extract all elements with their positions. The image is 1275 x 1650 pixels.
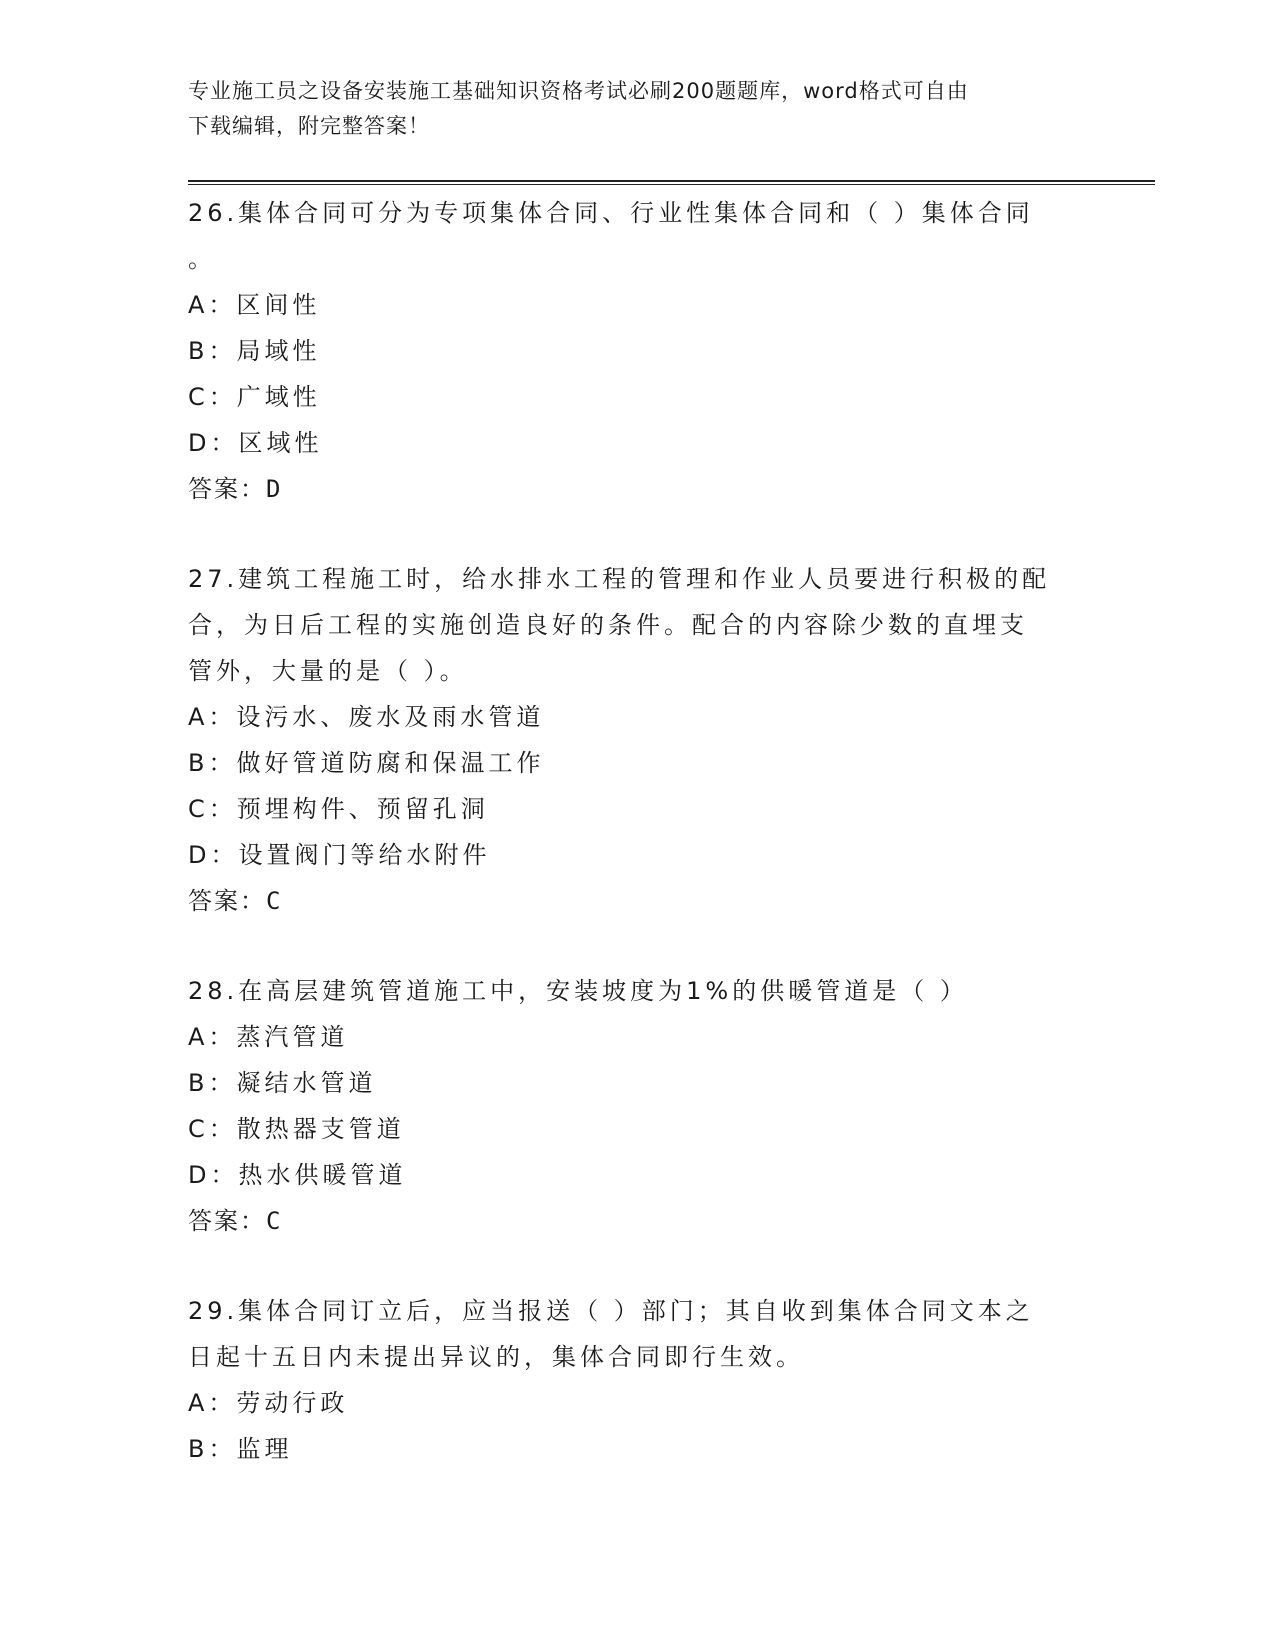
question-text-line: 28.在高层建筑管道施工中，安装坡度为1%的供暖管道是（ ）: [188, 977, 968, 1005]
question-29: [188, 1288, 1088, 1472]
question-28: [188, 968, 1088, 1244]
option-d: D：热水供暖管道: [188, 1161, 407, 1189]
question-list: [188, 190, 1088, 1472]
option-d: D：区域性: [188, 429, 323, 457]
option-b: B：局域性: [188, 337, 321, 365]
answer-value: C: [266, 887, 282, 915]
answer-label: 答案：: [188, 1207, 266, 1235]
question-text-line: 26.集体合同可分为专项集体合同、行业性集体合同和（ ）集体合同: [188, 199, 1034, 227]
question-text-line: 27.建筑工程施工时，给水排水工程的管理和作业人员要进行积极的配: [188, 565, 1051, 593]
option-a: A：蒸汽管道: [188, 1023, 349, 1051]
option-b: B：监理: [188, 1435, 293, 1463]
option-b: B：做好管道防腐和保温工作: [188, 749, 545, 777]
option-a: A：设污水、废水及雨水管道: [188, 703, 545, 731]
question-text-line: 日起十五日内未提出异议的，集体合同即行生效。: [188, 1343, 804, 1371]
option-a: A：劳动行政: [188, 1389, 349, 1417]
option-a: A：区间性: [188, 291, 321, 319]
question-text-line: 合，为日后工程的实施创造良好的条件。配合的内容除少数的直埋支: [188, 611, 1028, 639]
option-b: B：凝结水管道: [188, 1069, 377, 1097]
option-c: C：预埋构件、预留孔洞: [188, 795, 489, 823]
question-text-line: 。: [188, 245, 216, 273]
question-27: [188, 556, 1088, 924]
question-26: [188, 190, 1088, 512]
option-c: C：散热器支管道: [188, 1115, 405, 1143]
answer-label: 答案：: [188, 887, 266, 915]
header-line-2: 下载编辑，附完整答案！: [188, 114, 430, 138]
question-text-line: 管外，大量的是（ ）。: [188, 657, 468, 685]
answer-value: C: [266, 1207, 282, 1235]
header-line-1: 专业施工员之设备安装施工基础知识资格考试必刷200题题库，word格式可自由: [188, 79, 969, 103]
option-d: D：设置阀门等给水附件: [188, 841, 491, 869]
header-divider-thin: [188, 184, 1155, 185]
answer-line: [188, 878, 1088, 924]
header-divider-thick: [188, 180, 1155, 182]
question-text-line: 29.集体合同订立后，应当报送（ ）部门；其自收到集体合同文本之: [188, 1297, 1034, 1325]
answer-line: [188, 1198, 1088, 1244]
answer-value: D: [266, 475, 282, 503]
answer-line: [188, 466, 1088, 512]
option-c: C：广域性: [188, 383, 321, 411]
answer-label: 答案：: [188, 475, 266, 503]
document-header: [188, 74, 1068, 144]
